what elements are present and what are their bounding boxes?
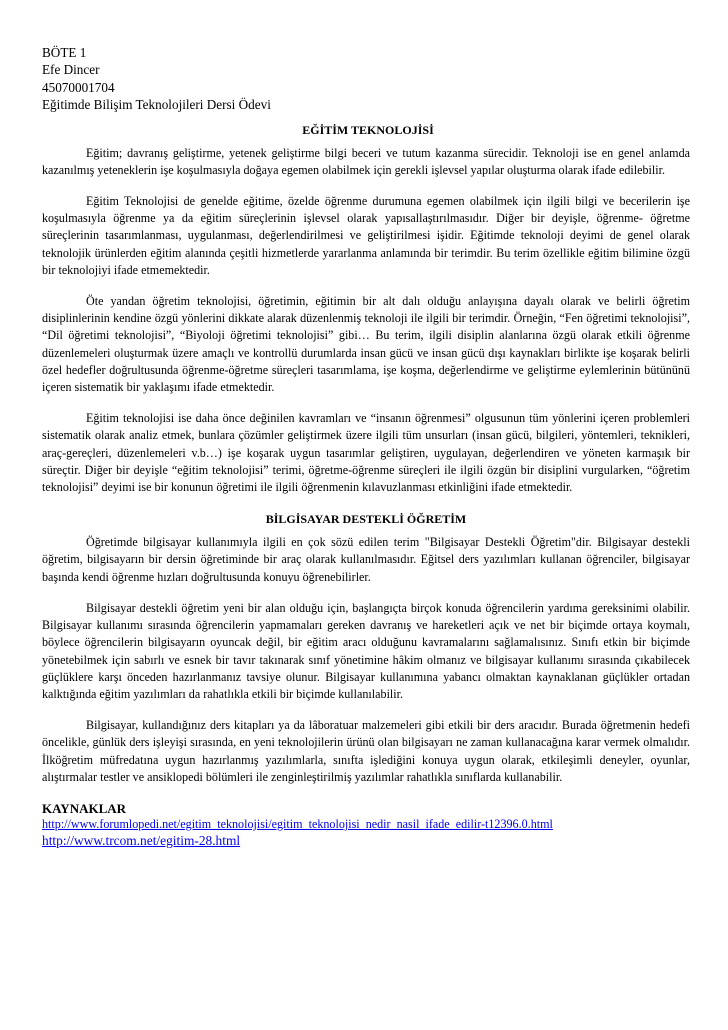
references-title: KAYNAKLAR: [42, 800, 127, 816]
paragraph: Öğretimde bilgisayar kullanımıyla ilgili en çok sözü edilen terim "Bilgisayar Destekli Öğretim"dir. Bilgisayar destekli öğretim, bilgisayarın bir dersin öğretiminde bir araç olarak kullanılmasıdır. Eğitsel ders yazılımları kullanan öğrenciler, bilgisayar başında kendi öğrenme hızları doğrultusunda konuyu öğrenebilirler.: [42, 535, 690, 584]
paragraph: Eğitim teknolojisi ise daha önce değinilen kavramları ve “insanın öğrenmesi” olgusunun tüm yönlerini içeren problemleri sistematik olarak analiz etmek, bunlara çözümler geliştirmek üzere ilgili tüm unsurları (insan gücü, bilgileri, yöntemleri, teknikleri, araç-gereçleri, düzenlemeleri v.b…) işe koşarak uygun tasarımlar geliştiren, uygulayan, değerlendiren ve yöneten karmaşık bir süreçtir. Diğer bir deyişle “eğitim teknolojisi” terimi, öğretme-öğrenme süreçleri ile ilgili özgün bir disiplini vurgularken, “öğretim teknolojisi” deyimi ise bir konunun öğretimi ile ilgili öğrenmenin kılavuzlanması etkinliğini ifade etmektedir.: [42, 411, 690, 495]
section-title-egitim-teknolojisi: EĞİTİM TEKNOLOJİSİ: [302, 122, 434, 137]
paragraph: Öte yandan öğretim teknolojisi, öğretimin, eğitimin bir alt dalı olduğu anlayışına dayalı olarak ve belirli öğretim disiplinlerinin kendine özgü yönlerini dikkate alarak düzenlenmiş teknoloji ile ilgili bir terimdir. Örneğin, “Fen öğretimi teknolojisi”, “Dil öğretimi teknolojisi”, “Biyoloji öğretimi teknolojisi” gibi… Bu terim, ilgili disiplin alanlarına özgü olarak etkili öğrenme düzenlemeleri oluşturmak üzere amaçlı ve kontrollü durumlarda insan gücü ve insan gücü dışı kaynakları birlikte işe koşarak belirli özel hedefler doğrultusunda öğrenme-öğretme süreçleri tasarımlama, işe koşma, değerlendirme ve geliştirme eylemlerinin bütününü içeren sistematik bir yaklaşımı ifade etmektedir.: [42, 294, 690, 395]
student-name: Efe Dincer: [42, 62, 100, 78]
reference-link-forumlopedi[interactable]: http://www.forumlopedi.net/egitim_teknolojisi/egitim_teknolojisi_nedir_nasil_ifade_edilir-t12396.0.html: [42, 816, 553, 831]
student-number: 45070001704: [42, 79, 115, 95]
paragraph: Bilgisayar, kullandığınız ders kitapları ya da lâboratuar malzemeleri gibi etkili bir ders aracıdır. Burada öğretmenin hedefi öncelikle, günlük ders işleyişi sırasında, en yeni teknolojilerin ürünü olan bilgisayarı ne zaman kullanacağına karar vermek olmalıdır. İlköğretim müfredatına uygun hazırlanmış yazılımlarla, sınıfta işlediğini konuya uygun olarak, etkileşimli deneyler, oyunlar, alıştırmalar testler ve ansiklopedi bölümleri ile zenginleştirilmiş yazılımlar rahatlıkla sınıflarda kullanabilir.: [42, 718, 690, 784]
paragraph: Eğitim Teknolojisi de genelde eğitime, özelde öğrenme durumuna egemen olabilmek için ilgili bilgi ve becerilerin işe koşulmasıyla öğrenme ya da eğitim süreçlerinin işlevsel olarak yapısallaştırılmasıdır. Diğer bir deyişle, öğrenme- öğretme süreçlerinin tasarımlanması, uygulanması, değerlendirilmesi ve geliştirilmesi işidir. Eğitimde teknoloji deyimi de genel olarak teknolojik ürünlerden eğitim alanında çeşitli hizmetlerde yararlanma anlamında bir terimdir. Bu terim özellikle eğitim bilimine özgü bir teknolojiyi ifade etmemektedir.: [42, 194, 690, 277]
paragraph: Eğitim; davranış geliştirme, yetenek geliştirme bilgi beceri ve tutum kazanma sürecidir. Teknoloji ise en genel anlamda kazanılmış yeteneklerin işe koşulmasıyla doğaya egemen olabilmek için gerekli işlevsel yapılar oluşturma olarak ifade edilebilir.: [42, 145, 690, 177]
assignment-title: Eğitimde Bilişim Teknolojileri Dersi Ödevi: [42, 97, 271, 113]
section-title-bilgisayar-destekli-ogretim: BİLGİSAYAR DESTEKLİ ÖĞRETİM: [265, 512, 467, 527]
document-page: [42, 44, 690, 849]
document-header: [42, 44, 690, 114]
paragraph: Bilgisayar destekli öğretim yeni bir alan olduğu için, başlangıçta birçok konuda öğrencilerin yardıma gereksinimi olabilir. Bilgisayar kullanımı sırasında öğrencilerin yapmamaları gereken davranış ve hareketleri açık ve net bir biçimde ortaya koymalı, böylece öğrencilerin bilgisayarın oyuncak değil, bir eğitim aracı olduğunu kavramalarını sağlamalısınız. Sınıfı etkin bir biçimde yönetebilmek için sabırlı ve esnek bir tavır takınarak sınıf yönetimine hâkim olmanız ve bilgisayar kullanımı sırasında çıkabilecek güçlüklere karşı önceden hazırlanmanız tavsiye olunur. Bilgisayar kullanımına yabancı olmaktan kaynaklanan güçlükler ortadan kalktığında eğitim yazılımları da rahatlıkla etkili bir biçimde kullanılabilir.: [42, 600, 690, 701]
reference-link-trcom[interactable]: http://www.trcom.net/egitim-28.html: [42, 832, 241, 848]
course-code: BÖTE 1: [42, 45, 87, 60]
